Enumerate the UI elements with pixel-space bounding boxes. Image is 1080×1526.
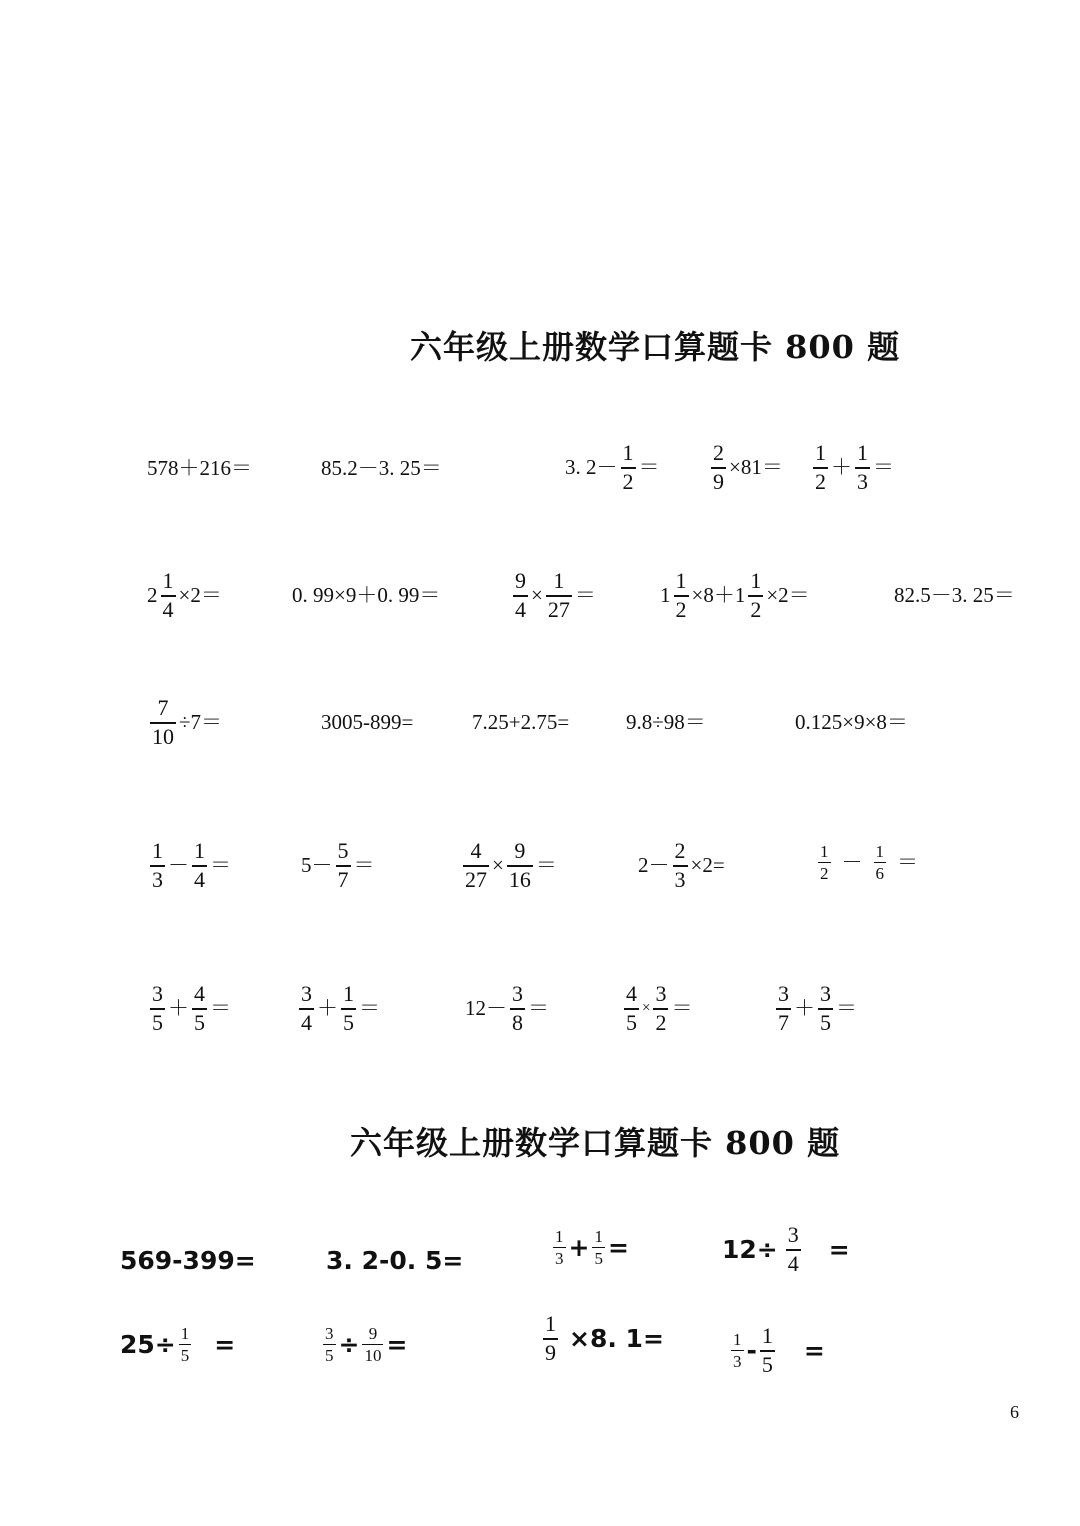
fraction xyxy=(362,1325,383,1364)
whole-number: 2 xyxy=(147,582,158,607)
expression-prefix: 3. 2－ xyxy=(565,454,618,479)
problem-1-1 xyxy=(147,458,252,479)
problem-1-2 xyxy=(321,458,442,479)
denominator: 5 xyxy=(594,1249,603,1269)
denominator: 2 xyxy=(815,468,826,494)
page-number: 6 xyxy=(1010,1402,1019,1422)
numerator: 1 xyxy=(180,1324,190,1343)
expression-suffix: ＝ xyxy=(836,995,857,1020)
fraction xyxy=(786,1224,801,1275)
numerator: 1 xyxy=(162,568,174,593)
fraction xyxy=(855,442,870,493)
denominator: 5 xyxy=(626,1009,637,1035)
numerator: 1 xyxy=(594,1227,603,1246)
numerator: 4 xyxy=(194,981,205,1006)
denominator: 3 xyxy=(555,1249,564,1269)
problem-5-3 xyxy=(465,983,549,1034)
numerator: 1 xyxy=(622,440,634,465)
denominator: 3 xyxy=(152,866,163,892)
problem-3-2 xyxy=(321,712,413,733)
expression-suffix: = xyxy=(607,1233,629,1263)
page-title: 六年级上册数学口算题卡 800 题 xyxy=(350,1124,841,1162)
problem-4-1 xyxy=(147,840,231,891)
denominator: 27 xyxy=(547,596,570,622)
fraction-bar xyxy=(323,1344,336,1345)
whole-number: 1 xyxy=(660,582,671,607)
problem-4-4 xyxy=(638,840,725,891)
fraction xyxy=(336,840,351,891)
fraction-bar xyxy=(818,862,831,863)
expression-suffix: ＝ xyxy=(535,852,557,877)
fraction xyxy=(760,1325,775,1376)
denominator: 2 xyxy=(655,1009,667,1035)
operator: × xyxy=(531,582,543,607)
problem-6-4 xyxy=(722,1224,850,1275)
denominator: 5 xyxy=(180,1346,190,1366)
numerator: 2 xyxy=(713,440,724,465)
fraction-bar xyxy=(553,1247,566,1248)
operator: ＋ xyxy=(794,995,815,1020)
fraction-bar xyxy=(362,1344,383,1345)
numerator: 1 xyxy=(750,568,762,593)
fraction xyxy=(513,570,528,621)
denominator: 4 xyxy=(162,596,174,622)
operator: － xyxy=(168,852,189,877)
operator: + xyxy=(568,1233,590,1263)
operator: × xyxy=(492,852,504,877)
denominator: 9 xyxy=(713,468,724,494)
denominator: 5 xyxy=(343,1009,354,1035)
expression-prefix: 12÷ xyxy=(722,1234,778,1264)
problem-7-1 xyxy=(120,1325,235,1364)
numerator: 1 xyxy=(194,838,205,863)
expression-prefix: 2－ xyxy=(638,852,670,877)
expression: 3. 2-0. 5= xyxy=(326,1246,464,1275)
numerator: 1 xyxy=(761,1323,773,1348)
numerator: 1 xyxy=(555,1227,564,1246)
expression-suffix: ＝ xyxy=(873,454,894,479)
fraction xyxy=(179,1325,192,1364)
numerator: 7 xyxy=(157,695,169,720)
denominator: 3 xyxy=(733,1351,742,1371)
expression-suffix: ×2＝ xyxy=(766,582,810,607)
numerator: 1 xyxy=(820,842,829,861)
expression-suffix: ×2＝ xyxy=(178,582,222,607)
numerator: 1 xyxy=(857,440,868,465)
denominator: 4 xyxy=(787,1250,799,1276)
numerator: 1 xyxy=(343,981,354,1006)
fraction xyxy=(818,983,833,1034)
numerator: 3 xyxy=(152,981,163,1006)
problem-2-1 xyxy=(147,570,222,621)
expression-suffix: = xyxy=(214,1330,236,1360)
problem-5-4 xyxy=(621,983,692,1034)
expression: 0.125×9×8＝ xyxy=(795,710,908,734)
numerator: 3 xyxy=(325,1324,334,1343)
problem-7-4 xyxy=(728,1325,825,1376)
fraction xyxy=(161,570,176,621)
expression-suffix: ＝ xyxy=(353,852,375,877)
numerator: 9 xyxy=(515,568,526,593)
expression: 0. 99×9＋0. 99＝ xyxy=(292,583,441,607)
expression-suffix: ×8. 1= xyxy=(569,1323,664,1353)
expression-prefix: 25÷ xyxy=(120,1330,176,1360)
numerator: 4 xyxy=(470,838,482,863)
expression: 578＋216＝ xyxy=(147,456,252,480)
expression-suffix: ＝ xyxy=(671,995,693,1020)
fraction xyxy=(653,983,668,1034)
problem-7-3 xyxy=(540,1313,664,1364)
fraction xyxy=(507,840,533,891)
denominator: 10 xyxy=(364,1346,382,1366)
operator: ＋ xyxy=(317,995,338,1020)
expression-suffix: = xyxy=(803,1335,825,1365)
expression-prefix: 5－ xyxy=(301,852,333,877)
operator: ÷ xyxy=(338,1330,360,1360)
denominator: 10 xyxy=(152,723,174,749)
denominator: 27 xyxy=(465,866,487,892)
denominator: 2 xyxy=(820,864,829,884)
problem-2-3 xyxy=(510,570,596,621)
expression-prefix: 12－ xyxy=(465,995,507,1020)
fraction xyxy=(192,983,207,1034)
problem-3-1 xyxy=(147,697,222,748)
fraction xyxy=(813,442,828,493)
denominator: 2 xyxy=(675,596,687,622)
expression-suffix: = xyxy=(828,1234,850,1264)
operator: × xyxy=(642,999,651,1016)
problem-7-2 xyxy=(320,1325,407,1364)
operator: － xyxy=(841,850,863,875)
numerator: 1 xyxy=(733,1329,742,1349)
fraction xyxy=(323,1325,336,1364)
expression: 3005-899= xyxy=(321,710,414,734)
expression-middle: ×8＋1 xyxy=(691,582,746,607)
numerator: 3 xyxy=(655,981,667,1006)
problem-2-4 xyxy=(660,570,810,621)
expression-suffix: ＝ xyxy=(528,995,549,1020)
problem-3-4 xyxy=(626,712,706,733)
denominator: 3 xyxy=(857,468,868,494)
denominator: 7 xyxy=(778,1009,789,1035)
numerator: 3 xyxy=(512,981,523,1006)
numerator: 4 xyxy=(626,981,637,1006)
fraction xyxy=(150,697,176,748)
operator: ＋ xyxy=(831,454,852,479)
operator: ＋ xyxy=(168,995,189,1020)
fraction xyxy=(150,840,165,891)
problem-4-3 xyxy=(460,840,557,891)
fraction xyxy=(543,1313,558,1364)
numerator: 3 xyxy=(301,981,312,1006)
numerator: 1 xyxy=(875,842,884,861)
fraction xyxy=(553,1228,566,1267)
fraction xyxy=(463,840,489,891)
expression-suffix: ÷7＝ xyxy=(179,709,223,734)
expression-suffix: ＝ xyxy=(210,852,231,877)
fraction xyxy=(673,840,688,891)
expression-suffix: ×81＝ xyxy=(729,454,783,479)
problem-2-5 xyxy=(894,585,1015,606)
expression: 569-399= xyxy=(120,1246,256,1275)
denominator: 5 xyxy=(761,1351,773,1377)
numerator: 5 xyxy=(337,838,349,863)
numerator: 3 xyxy=(778,981,789,1006)
problem-5-5 xyxy=(773,983,857,1034)
problem-6-3 xyxy=(550,1228,629,1267)
fraction xyxy=(299,983,314,1034)
fraction xyxy=(192,840,207,891)
expression-suffix: ＝ xyxy=(210,995,231,1020)
problem-2-2 xyxy=(292,585,440,606)
denominator: 4 xyxy=(515,596,526,622)
numerator: 1 xyxy=(545,1311,556,1336)
numerator: 3 xyxy=(787,1222,799,1247)
denominator: 7 xyxy=(337,866,349,892)
fraction xyxy=(674,570,689,621)
denominator: 8 xyxy=(512,1009,523,1035)
denominator: 4 xyxy=(301,1009,312,1035)
fraction xyxy=(874,843,887,882)
denominator: 5 xyxy=(325,1346,334,1366)
problem-6-2 xyxy=(326,1248,463,1273)
fraction xyxy=(776,983,791,1034)
numerator: 1 xyxy=(152,838,163,863)
fraction xyxy=(150,983,165,1034)
denominator: 2 xyxy=(622,468,634,494)
expression: 82.5－3. 25＝ xyxy=(894,583,1015,607)
fraction xyxy=(592,1228,605,1267)
expression-suffix: ＝ xyxy=(897,850,918,875)
denominator: 9 xyxy=(545,1339,556,1365)
page-title: 六年级上册数学口算题卡 800 题 xyxy=(410,328,901,366)
expression-suffix: ＝ xyxy=(359,995,380,1020)
denominator: 6 xyxy=(875,864,884,884)
expression-suffix: ＝ xyxy=(638,454,660,479)
denominator: 5 xyxy=(194,1009,205,1035)
expression-suffix: ＝ xyxy=(574,582,596,607)
expression-suffix: ×2= xyxy=(690,852,725,877)
fraction xyxy=(621,442,636,493)
fraction xyxy=(748,570,763,621)
fraction xyxy=(818,843,831,882)
denominator: 4 xyxy=(194,866,205,892)
problem-1-5 xyxy=(810,442,894,493)
problem-6-1 xyxy=(120,1248,256,1273)
fraction-bar xyxy=(179,1344,192,1345)
denominator: 2 xyxy=(750,596,762,622)
numerator: 9 xyxy=(368,1324,378,1343)
expression: 9.8÷98＝ xyxy=(626,710,706,734)
numerator: 1 xyxy=(675,568,687,593)
fraction xyxy=(510,983,525,1034)
fraction-bar xyxy=(592,1247,605,1248)
numerator: 3 xyxy=(820,981,831,1006)
problem-5-2 xyxy=(296,983,380,1034)
problem-1-4 xyxy=(708,442,783,493)
fraction xyxy=(731,1331,744,1370)
numerator: 1 xyxy=(553,568,565,593)
denominator: 16 xyxy=(508,866,531,892)
numerator: 1 xyxy=(815,440,826,465)
fraction-bar xyxy=(874,862,887,863)
fraction xyxy=(624,983,639,1034)
problem-4-5 xyxy=(815,843,918,882)
problem-1-3 xyxy=(565,442,660,493)
denominator: 5 xyxy=(820,1009,831,1035)
problem-5-1 xyxy=(147,983,231,1034)
fraction xyxy=(546,570,572,621)
problem-3-3 xyxy=(472,712,569,733)
operator: - xyxy=(746,1335,757,1365)
fraction-bar xyxy=(731,1350,744,1351)
fraction xyxy=(711,442,726,493)
denominator: 5 xyxy=(152,1009,163,1035)
problem-3-5 xyxy=(795,712,908,733)
expression-suffix: = xyxy=(386,1330,408,1360)
fraction xyxy=(341,983,356,1034)
problem-4-2 xyxy=(301,840,375,891)
denominator: 3 xyxy=(674,866,686,892)
numerator: 9 xyxy=(514,838,526,863)
expression: 85.2－3. 25＝ xyxy=(321,456,442,480)
expression: 7.25+2.75= xyxy=(472,710,570,734)
numerator: 2 xyxy=(674,838,686,863)
